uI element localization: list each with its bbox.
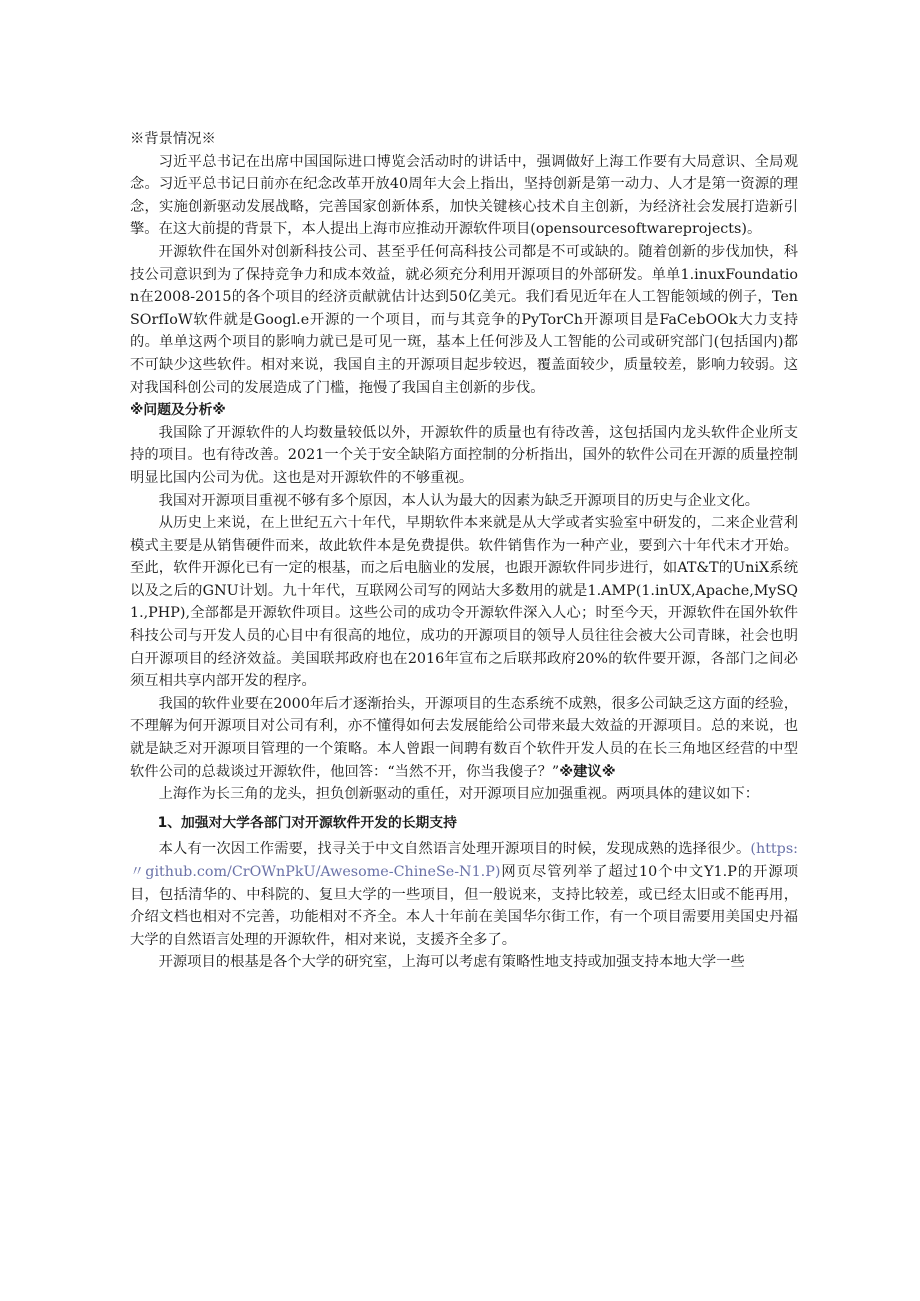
problem-paragraph-2: 我国对开源项目重视不够有多个原因，本人认为最大的因素为缺乏开源项目的历史与企业文化。 [158,492,760,509]
github-link[interactable]: (https:〃github.com/CrOWnPkU/Awesome-ChineSe-N1.P) [130,841,798,880]
suggestion-paragraph-1: 上海作为长三角的龙头，担负创新驱动的重任，对开源项目应加强重视。两项具体的建议如下： [158,786,760,803]
problem-paragraph-4-text: 我国的软件业要在2000年后才逐渐抬头，开源项目的生态系统不成熟，很多公司缺乏这方面的经验，不理解为何开源项目对公司有利，亦不懂得如何去发展能给公司带来最大效益的开源项目。总的来说，也就是缺乏对开源项目管理的一个策略。本人曾跟一间聘有数百个软件开发人员的在长三角地区经营的中型软件公司的总裁谈过开源软件，他回答：“当然不开，你当我傻子？” [130,695,798,780]
suggestion-heading: ※建议※ [559,763,616,780]
background-paragraph-2: 开源软件在国外对创新科技公司、甚至乎任何高科技公司都是不可或缺的。随着创新的步伐加快，科技公司意识到为了保持竞争力和成本效益，就必须充分利用开源项目的外部研发。单单1.inuxFoundation在2008-2015的各个项目的经济贡献就估计达到50亿美元。我们看见近年在人工智能领域的例子，TenSOrfIoW软件就是Googl.e开源的一个项目，而与其竞争的PyTorCh开源项目是FaCebOOk大力支持的。单单这两个项目的影响力就已是可见一斑，基本上任何涉及人工智能的公司或研究部门(包括国内)都不可缺少这些软件。相对来说，我国自主的开源项目起步较迟，覆盖面较少，质量较差，影响力较弱。这对我国科创公司的发展造成了门槛，拖慢了我国自主创新的步伐。 [130,243,798,396]
suggestion-1-text-b: 网页尽管列举了超过10个中文Y1.P的开源项目，包括清华的、中科院的、复旦大学的一些项目，但一般说来，支持比较差，或已经太旧或不能再用，介绍文档也相对不完善，功能相对不齐全。本人十年前在美国华尔街工作，有一个项目需要用美国史丹福大学的自然语言处理的开源软件，相对来说，支援齐全多了。 [130,864,798,948]
suggestion-1-paragraph-1 [130,838,798,951]
suggestion-1-paragraph-2: 开源项目的根基是各个大学的研究室，上海可以考虑有策略性地支持或加强支持本地大学一些 [158,954,745,971]
problem-paragraph-1: 我国除了开源软件的人均数量较低以外，开源软件的质量也有待改善，这包括国内龙头软件企业所支持的项目。也有待改善。2021一个关于安全缺陷方面控制的分析指出，国外的软件公司在开源的质量控制明显比国内公司为优。这也是对开源软件的不够重视。 [130,424,798,486]
suggestion-1-title: 1、加强对大学各部门对开源软件开发的长期支持 [157,814,457,831]
problem-heading: ※问题及分析※ [130,402,226,419]
background-heading: ※背景情况※ [130,131,216,147]
problem-paragraph-3: 从历史上来说，在上世纪五六十年代，早期软件本来就是从大学或者实验室中研发的，二来企业营利模式主要是从销售硬件而来，故此软件本是免费提供。软件销售作为一种产业，要到六十年代末才开始。至此，软件开源化已有一定的根基，而之后电脑业的发展，也跟开源软件同步进行，如AT&T的UniX系统以及之后的GNU计划。九十年代，互联网公司写的网站大多数用的就是1.AMP(1.inUX,Apache,MySQ1.,PHP),全部都是开源软件项目。这些公司的成功令开源软件深入人心；时至今天，开源软件在国外软件科技公司与开发人员的心目中有很高的地位，成功的开源项目的领导人员往往会被大公司青睐，社会也明白开源项目的经济效益。美国联邦政府也在2016年宣布之后联邦政府20%的软件要开源，各部门之间必须互相共享内部开发的程序。 [130,515,798,690]
problem-paragraph-4 [130,693,798,783]
background-paragraph-1: 习近平总书记在出席中国国际进口博览会活动时的讲话中，强调做好上海工作要有大局意识、全局观念。习近平总书记日前亦在纪念改革开放40周年大会上指出，坚持创新是第一动力、人才是第一资源的理念，实施创新驱动发展战略，完善国家创新体系，加快关键核心技术自主创新，为经济社会发展打造新引擎。在这大前提的背景下，本人提出上海市应推动开源软件项目(opensourcesoftwareprojects)。 [130,153,798,238]
suggestion-1-text-a: 本人有一次因工作需要，找寻关于中文自然语言处理开源项目的时候，发现成熟的选择很少。 [158,841,751,858]
document-body [130,128,798,974]
